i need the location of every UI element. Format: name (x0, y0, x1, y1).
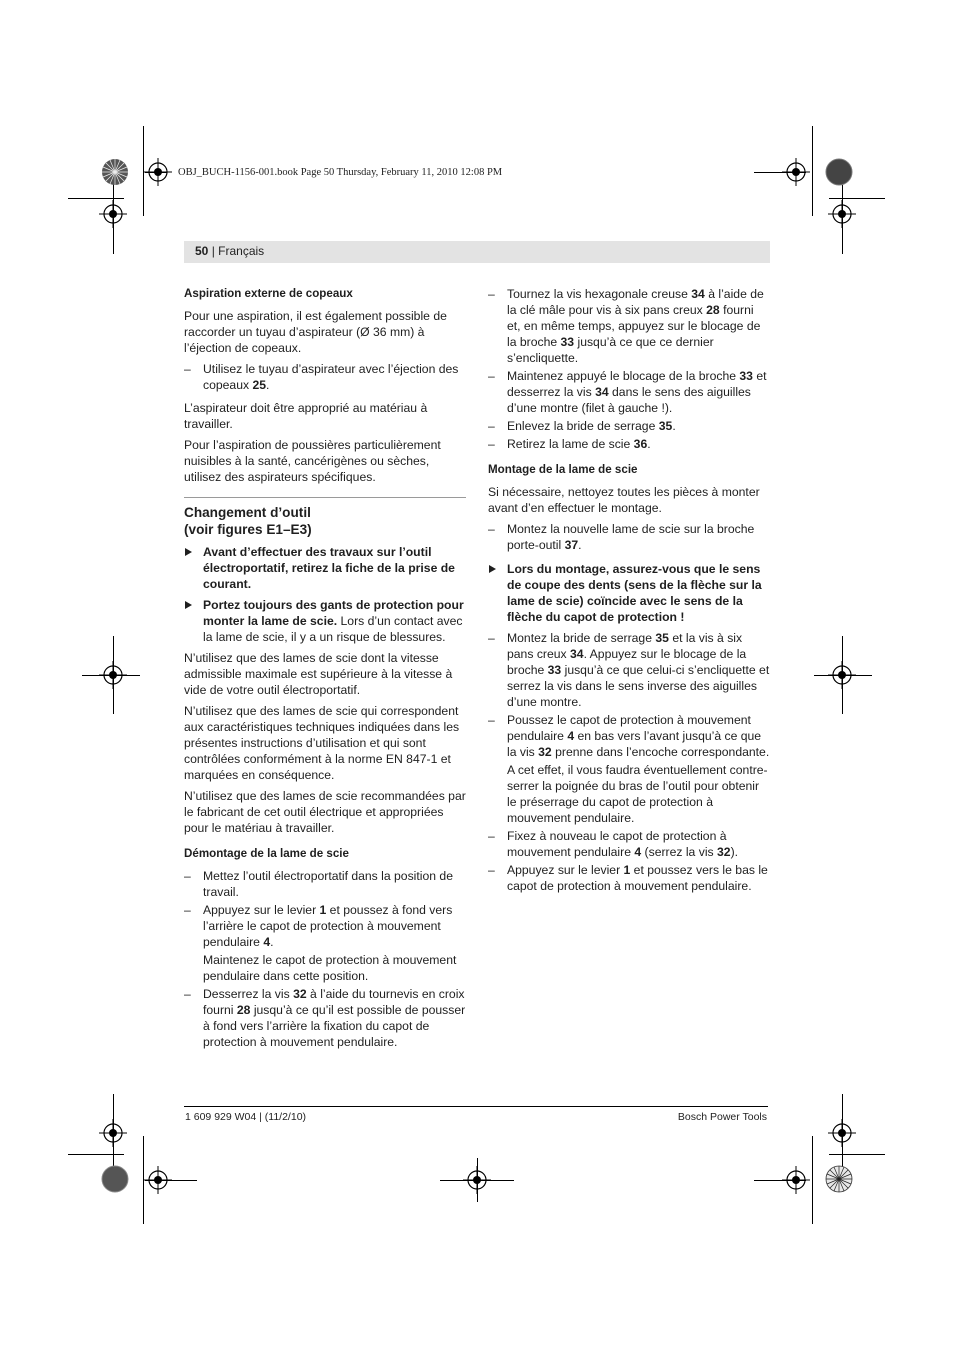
list-item: – Retirez la lame de scie 36. (488, 436, 770, 452)
list-item: – Desserrez la vis 32 à l’aide du tournevis en croix fourni 28 jusqu’à ce qu’il est possible de pousser à fond vers l’arrière la fixation du capot de protection à mouvement pendulaire. (184, 986, 466, 1050)
heading-changement: Changement d’outil (voir figures E1–E3) (184, 505, 312, 537)
paragraph: N’utilisez que des lames de scie qui correspondent aux caractéristiques techniques indiquées dans les présentes instructions d’utilisation et qui sont contrôlées conformément à la norme EN 847-1 et marquées en conséquence. (184, 704, 460, 782)
list-item: – Tournez la vis hexagonale creuse 34 à l’aide de la clé mâle pour vis à six pans creux 28 fourni et, en même temps, appuyez sur le blocage de la broche 33 jusqu’à ce que ce dernier s’encliquette. (488, 286, 770, 366)
paragraph: L’aspirateur doit être approprié au matériau à travailler. (184, 401, 428, 431)
footer-divider (184, 1106, 768, 1107)
paragraph: Pour l’aspiration de poussières particulièrement nuisibles à la santé, cancérigènes ou sèches, utilisez des aspirateurs spécifiques. (184, 438, 441, 484)
list-item: – Appuyez sur le levier 1 et poussez vers le bas le capot de protection à mouvement pendulaire. (488, 862, 770, 894)
paragraph: N’utilisez que des lames de scie dont la vitesse admissible maximale est supérieure à la vitesse à vide de votre outil électroportatif. (184, 651, 453, 697)
registration-mark-icon (142, 1164, 174, 1196)
page-number: 50 (195, 244, 209, 258)
triangle-bullet-icon (185, 548, 192, 556)
registration-mark-icon (826, 659, 858, 691)
triangle-bullet-icon (489, 565, 496, 573)
list-item: – Mettez l’outil électroportatif dans la position de travail. (184, 868, 466, 900)
paragraph: N’utilisez que des lames de scie recommandées par le fabricant de cet outil électrique et appropriées pour le matériau à travailler. (184, 789, 466, 835)
registration-mark-icon (97, 659, 129, 691)
registration-mark-icon (780, 1164, 812, 1196)
list-item: – Montez la nouvelle lame de scie sur la broche porte-outil 37. (488, 521, 770, 553)
registration-mark-icon (142, 156, 174, 188)
registration-mark-icon (97, 1117, 129, 1149)
list-item: – Montez la bride de serrage 35 et la vis à six pans creux 34. Appuyez sur le blocage de la broche 33 jusqu’à ce que celui-ci s’encliquette et serrez la vis dans le sens inverse des aiguilles d’une montre. (488, 630, 770, 710)
registration-mark-icon (461, 1164, 493, 1196)
registration-mark-icon (780, 156, 812, 188)
heading-demontage: Démontage de la lame de scie (184, 847, 349, 860)
book-info-line: OBJ_BUCH-1156-001.book Page 50 Thursday, February 11, 2010 12:08 PM (178, 167, 503, 178)
gray-disc-icon (101, 1165, 129, 1193)
left-column (184, 286, 466, 1052)
list-item-continuation: Maintenez le capot de protection à mouvement pendulaire dans cette position. (203, 953, 457, 983)
triangle-bullet-icon (185, 601, 192, 609)
warning-bullet: Portez toujours des gants de protection pour monter la lame de scie. Lors d’un contact avec la lame de scie, il y a un risque de blessures. (184, 597, 466, 645)
list-item: – Utilisez le tuyau d’aspirateur avec l’éjection des copeaux 25. (184, 361, 466, 393)
list-item: – Maintenez appuyé le blocage de la broche 33 et desserrez la vis 34 dans le sens des aiguilles d’une montre (filet à gauche !). (488, 368, 770, 416)
paragraph: Pour une aspiration, il est également possible de raccorder un tuyau d’aspirateur (Ø 36 mm) à l’éjection de copeaux. (184, 309, 447, 355)
list-item: – Appuyez sur le levier 1 et poussez à fond vers l’arrière le capot de protection à mouvement pendulaire 4. (184, 902, 466, 950)
list-item-continuation: A cet effet, il vous faudra éventuellement contre-serrer la poignée du bras de l’outil pour obtenir le préserrage du capot de protection à mouvement pendulaire. (507, 763, 768, 825)
heading-montage: Montage de la lame de scie (488, 463, 638, 476)
page-header (184, 241, 770, 263)
gray-disc-icon (825, 158, 853, 186)
heading-aspiration: Aspiration externe de copeaux (184, 287, 353, 300)
list-item: – Poussez le capot de protection à mouvement pendulaire 4 en bas vers l’avant jusqu’à ce que la vis 32 prenne dans l’encoche correspondante. (488, 712, 770, 760)
registration-mark-icon (826, 1117, 858, 1149)
registration-mark-icon (97, 198, 129, 230)
list-item: – Enlevez la bride de serrage 35. (488, 418, 770, 434)
header-separator: | (208, 244, 219, 258)
footer-brand: Bosch Power Tools (677, 1111, 767, 1123)
starburst-target-icon (101, 158, 129, 186)
registration-mark-icon (826, 198, 858, 230)
warning-bullet: Avant d’effectuer des travaux sur l’outil électroportatif, retirez la fiche de la prise de courant. (184, 544, 466, 592)
list-item: – Fixez à nouveau le capot de protection à mouvement pendulaire 4 (serrez la vis 32). (488, 828, 770, 860)
footer-doc-number: 1 609 929 W04 | (11/2/10) (185, 1111, 307, 1123)
right-column (488, 286, 770, 896)
section-divider (184, 497, 466, 498)
header-language: Français (218, 244, 265, 258)
starburst-target-icon (825, 1165, 853, 1193)
warning-bullet: Lors du montage, assurez-vous que le sens de coupe des dents (sens de la flèche sur la lame de scie) coïncide avec le sens de la flèche du capot de protection ! (488, 561, 770, 625)
paragraph: Si nécessaire, nettoyez toutes les pièces à monter avant d’en effectuer le montage. (488, 485, 760, 515)
